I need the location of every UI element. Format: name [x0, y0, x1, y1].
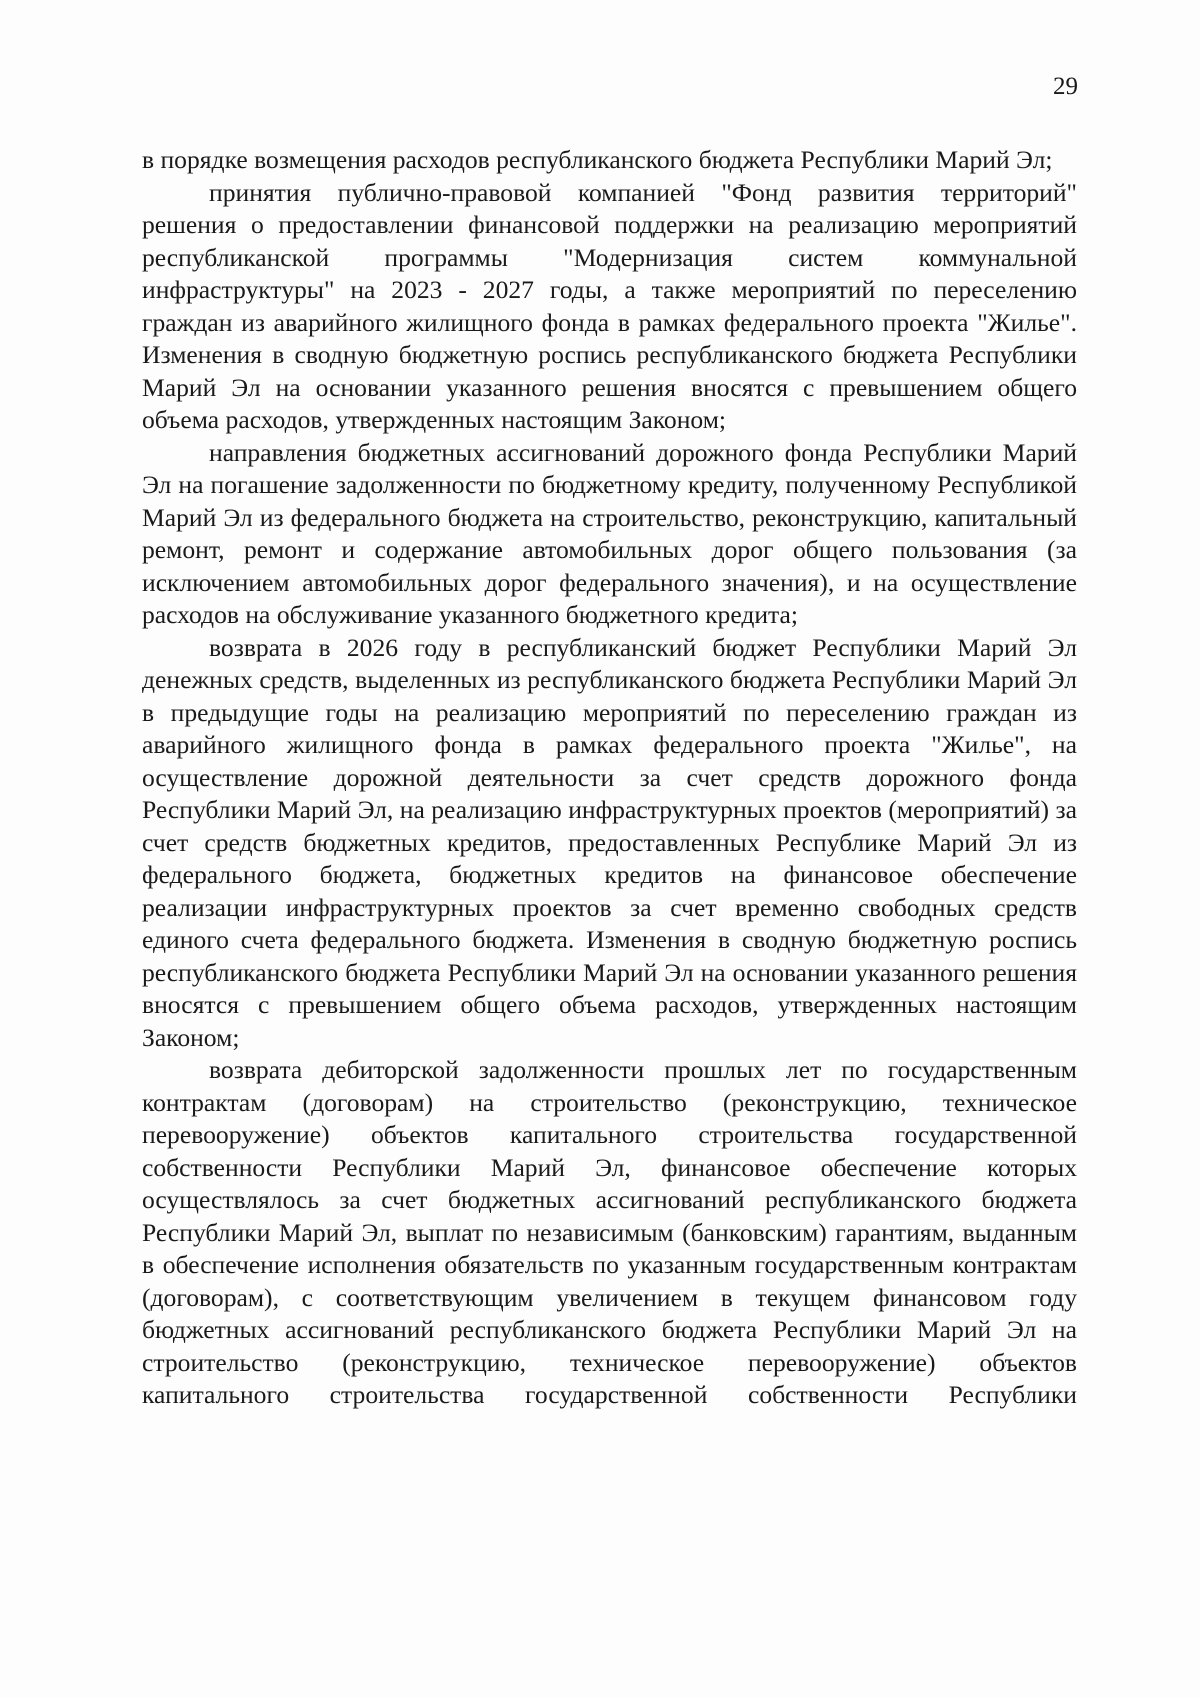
page-number: 29 [1053, 73, 1078, 100]
paragraph-3: направления бюджетных ассигнований дорожного фонда Республики Марий Эл на погашение задолженности по бюджетному кредиту, полученному Республикой Марий Эл из федерального бюджета на строительство, реконструкцию, капитальный ремонт, ремонт и содержание автомобильных дорог общего пользования (за исключением автомобильных дорог федерального значения), и на осуществление расходов на обслуживание указанного бюджетного кредита; [142, 437, 1077, 629]
paragraph-5: возврата дебиторской задолженности прошлых лет по государственным контрактам (договорам) на строительство (реконструкцию, техническое перевооружение) объектов капитального строительства государственной собственности Республики Марий Эл, финансовое обеспечение которых осуществлялось за счет бюджетных ассигнований республиканского бюджета Республики Марий Эл, выплат по независимым (банковским) гарантиям, выданным в обеспечение исполнения обязательств по указанным государственным контрактам (договорам), с соответствующим увеличением в текущем финансовом году бюджетных ассигнований республиканского бюджета Республики Марий Эл на строительство (реконструкцию, техническое перевооружение) объектов капитального строительства государственной собственности Республики [142, 1055, 1077, 1409]
paragraph-2: принятия публично-правовой компанией "Фонд развития территорий" решения о предоставлении финансовой поддержки на реализацию мероприятий республиканской программы "Модернизация систем коммунальной инфраструктуры" на 2023 - 2027 годы, а также мероприятий по переселению граждан из аварийного жилищного фонда в рамках федерального проекта "Жилье". Изменения в сводную бюджетную роспись республиканского бюджета Республики Марий Эл на основании указанного решения вносятся с превышением общего объема расходов, утвержденных настоящим Законом; [142, 177, 1077, 434]
body-text [142, 144, 1077, 1412]
paragraph-1: в порядке возмещения расходов республиканского бюджета Республики Марий Эл; [142, 145, 1053, 174]
paragraph-4: возврата в 2026 году в республиканский бюджет Республики Марий Эл денежных средств, выделенных из республиканского бюджета Республики Марий Эл в предыдущие годы на реализацию мероприятий по переселению граждан из аварийного жилищного фонда в рамках федерального проекта "Жилье", на осуществление дорожной деятельности за счет средств дорожного фонда Республики Марий Эл, на реализацию инфраструктурных проектов (мероприятий) за счет средств бюджетных кредитов, предоставленных Республике Марий Эл из федерального бюджета, бюджетных кредитов на финансовое обеспечение реализации инфраструктурных проектов за счет временно свободных средств единого счета федерального бюджета. Изменения в сводную бюджетную роспись республиканского бюджета Республики Марий Эл на основании указанного решения вносятся с превышением общего объема расходов, утвержденных настоящим Законом; [142, 632, 1077, 1052]
